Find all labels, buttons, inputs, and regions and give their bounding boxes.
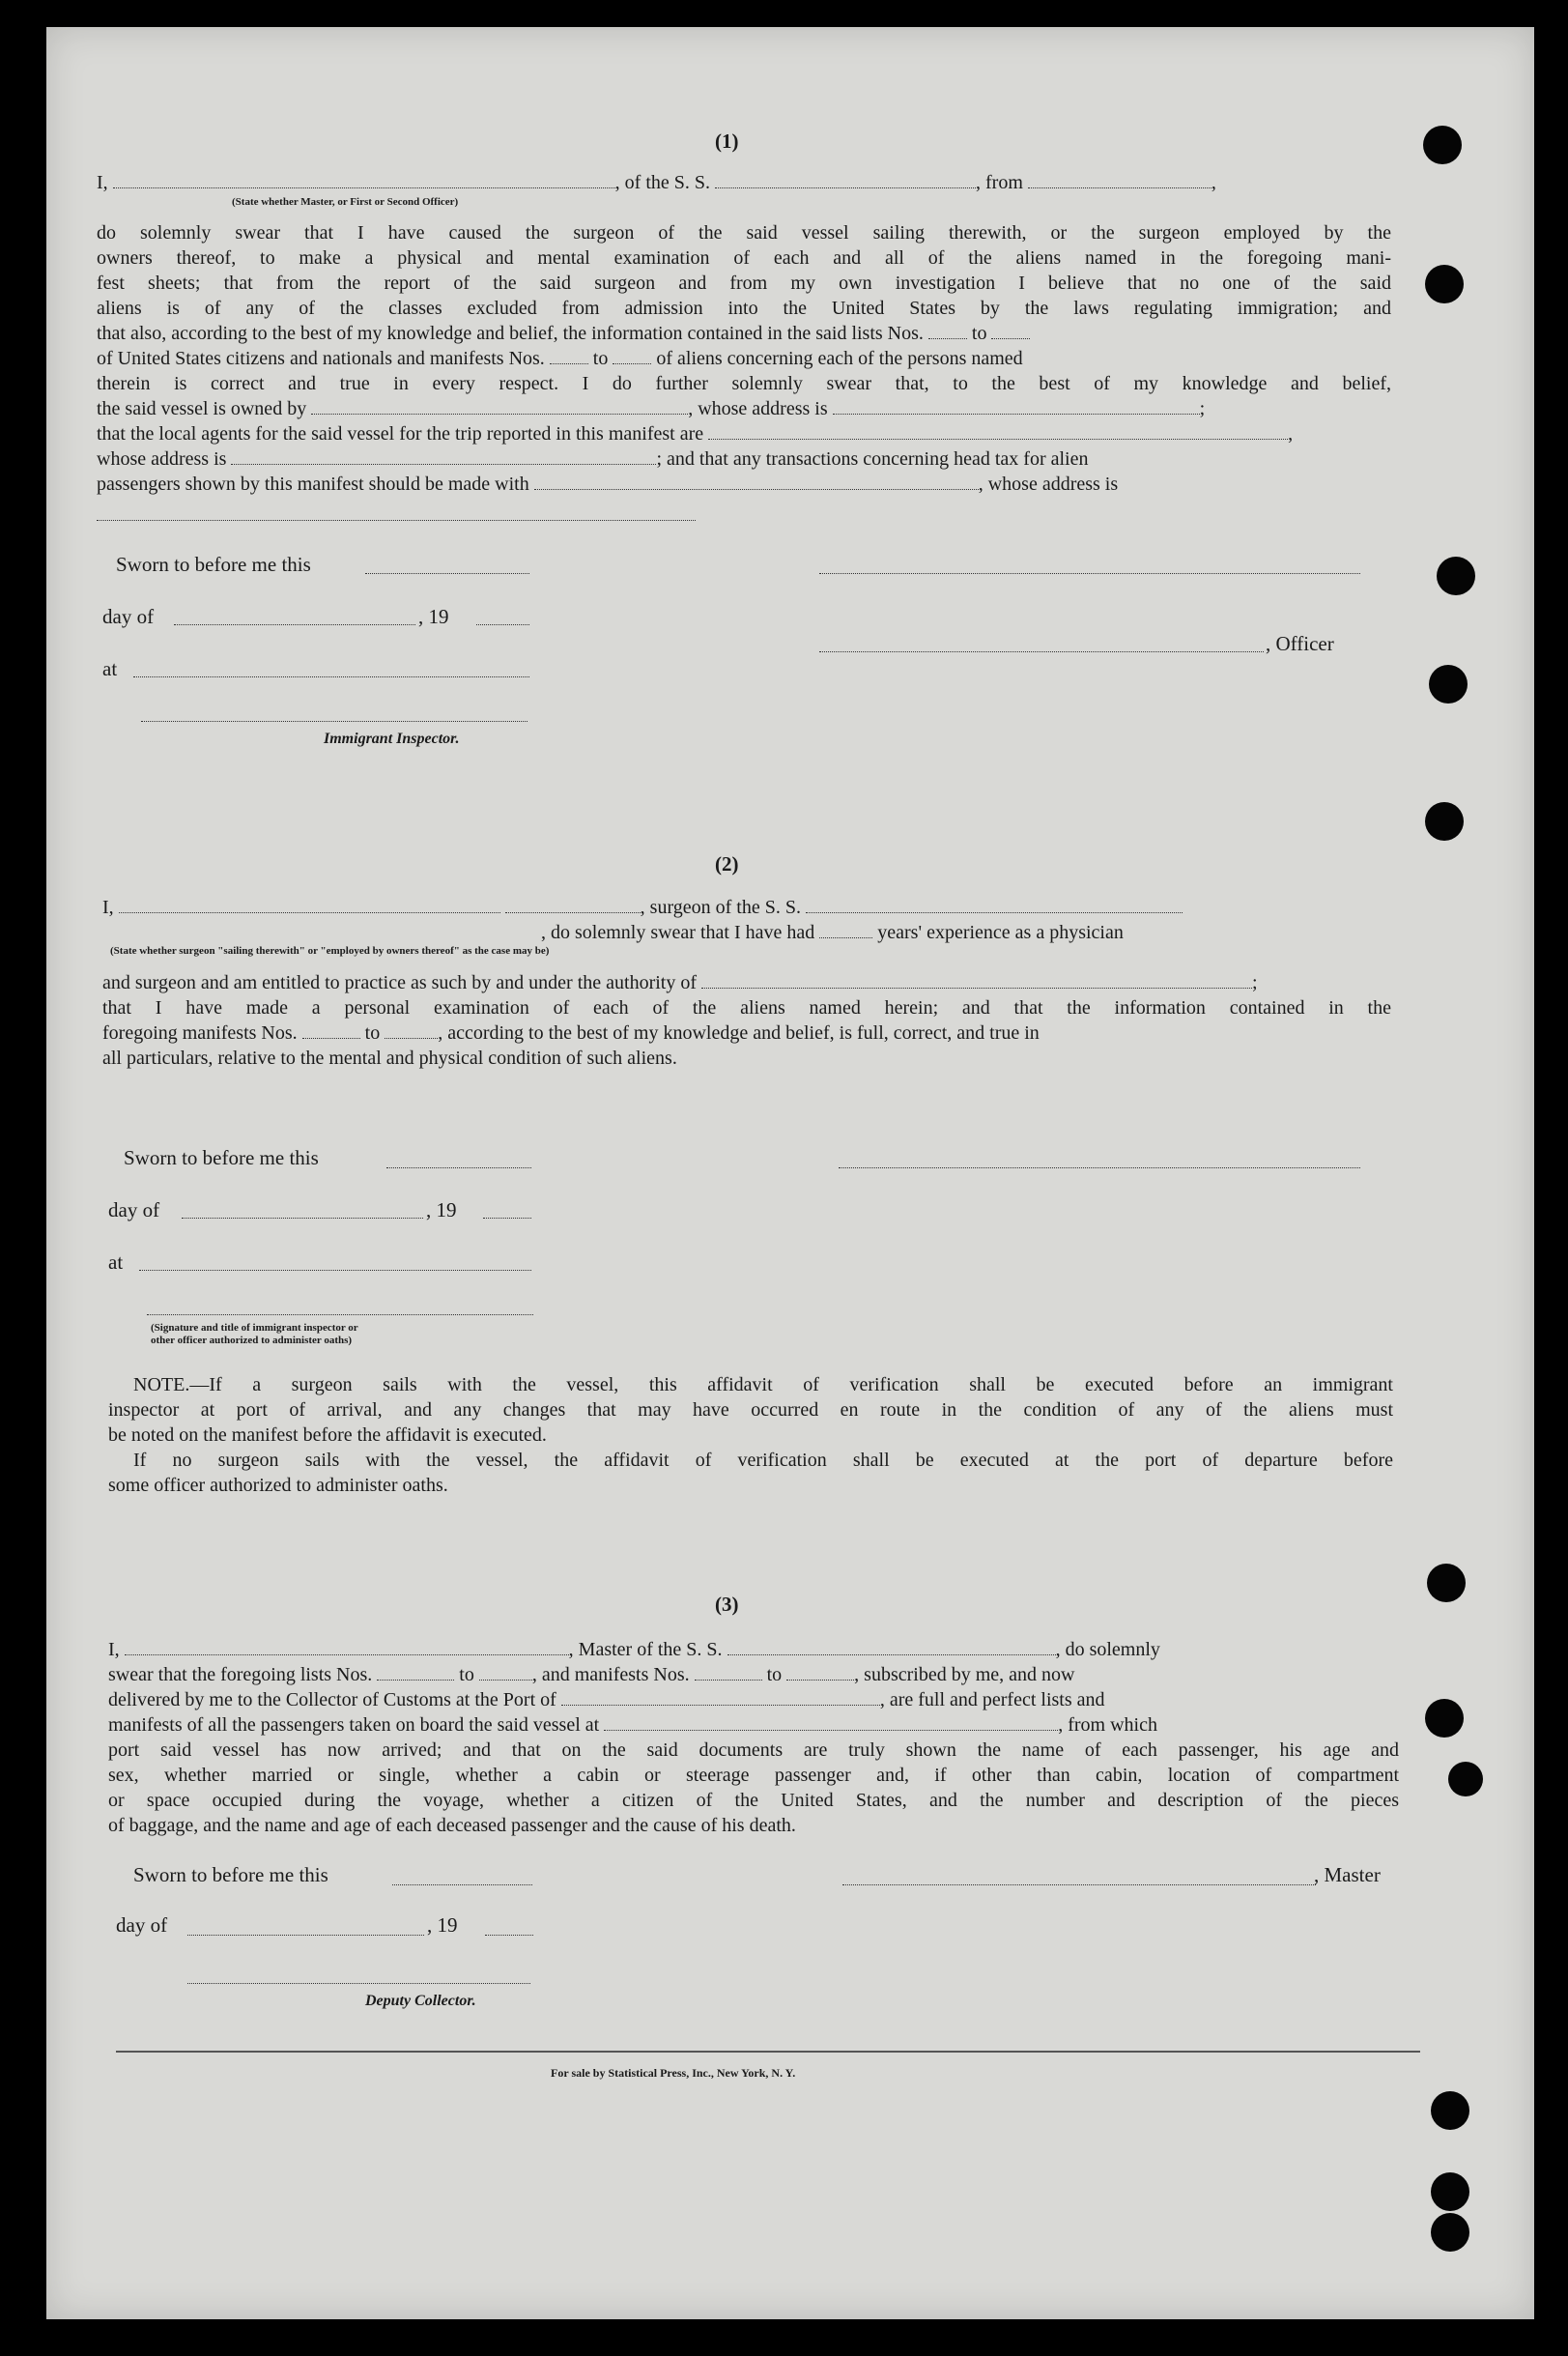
s3-lists-to-field[interactable] <box>479 1662 532 1681</box>
text: , <box>1288 423 1294 445</box>
at-label-2: at <box>108 1250 124 1274</box>
text: to <box>364 1022 381 1044</box>
immigrant-inspector-caption: Immigrant Inspector. <box>324 731 460 747</box>
sworn-label-3: Sworn to before me this <box>133 1863 328 1886</box>
section-3-master-line <box>108 1637 1403 1662</box>
s3-line-5: port said vessel has now arrived; and that on the said documents are truly shown the name of each passenger, his age and <box>108 1739 1399 1761</box>
master-signature-field[interactable] <box>842 1884 1316 1885</box>
deputy-collector-caption: Deputy Collector. <box>365 1993 476 2009</box>
text: , whose address is <box>688 398 828 419</box>
year-field-3[interactable] <box>485 1935 533 1936</box>
s3-line-2 <box>108 1662 1403 1687</box>
section-1-heading: (1) <box>715 129 739 153</box>
text: I, <box>97 172 108 193</box>
punch-hole <box>1425 802 1464 841</box>
s3-line-7: or space occupied during the voyage, whether a citizen of the United States, and the number and description of the pieces <box>108 1790 1399 1811</box>
s1-line-4: aliens is of any of the classes excluded from admission into the United States by the laws regulating immigration; and <box>97 298 1391 319</box>
note-line-2: inspector at port of arrival, and any changes that may have occurred en route in the condition of any of the aliens must <box>108 1399 1393 1421</box>
month-field-1[interactable] <box>174 624 415 625</box>
punch-hole <box>1431 2213 1469 2252</box>
text: , subscribed by me, and now <box>854 1664 1075 1685</box>
text: to <box>592 348 609 369</box>
section-2-surgeon-line <box>102 895 1397 920</box>
place-field-2[interactable] <box>139 1270 531 1271</box>
punch-hole <box>1431 2091 1469 2130</box>
s1-line-10 <box>97 446 1391 472</box>
note-line-5: some officer authorized to administer oaths. <box>108 1475 448 1496</box>
text: to <box>766 1664 783 1685</box>
s1-line-9 <box>97 421 1391 446</box>
text: , <box>1211 172 1216 193</box>
text: to <box>459 1664 474 1685</box>
head-tax-address-field[interactable] <box>97 520 696 521</box>
text: , Master of the S. S. <box>568 1639 723 1660</box>
text: foregoing manifests Nos. <box>102 1022 298 1044</box>
text: , do solemnly <box>1055 1639 1160 1660</box>
text: I, <box>102 897 114 918</box>
s3-line-8: of baggage, and the name and age of each deceased passenger and the cause of his death. <box>108 1815 796 1836</box>
years-experience-field[interactable] <box>819 920 872 938</box>
embark-port-field[interactable] <box>604 1712 1058 1731</box>
text: and surgeon and am entitled to practice as such by and under the authority of <box>102 972 697 993</box>
officer-name-field[interactable] <box>113 170 615 188</box>
surgeon-name-field-cont[interactable] <box>505 895 641 913</box>
year-label-1: , 19 <box>418 605 449 628</box>
section-2-heading: (2) <box>715 852 739 876</box>
punch-hole <box>1431 2172 1469 2211</box>
s2-manifests-to-field[interactable] <box>385 1020 438 1039</box>
agents-field[interactable] <box>708 421 1288 440</box>
punch-hole <box>1425 1699 1464 1738</box>
day-of-label-3: day of <box>116 1913 168 1937</box>
departure-port-field[interactable] <box>1028 170 1212 188</box>
agents-address-field[interactable] <box>231 446 656 465</box>
month-field-2[interactable] <box>182 1218 423 1219</box>
text: , whose address is <box>978 474 1119 495</box>
surgeon-signature-field[interactable] <box>839 1167 1360 1168</box>
s2-line-4: that I have made a personal examination of each of the aliens named herein; and that the information contained in the <box>102 997 1391 1019</box>
s1-line-11 <box>97 472 1391 497</box>
text: passengers shown by this manifest should be made with <box>97 474 529 495</box>
text: that also, according to the best of my knowledge and belief, the information contained in the said lists Nos. <box>97 323 924 344</box>
punch-hole <box>1448 1762 1483 1796</box>
text: delivered by me to the Collector of Customs at the Port of <box>108 1689 556 1710</box>
deputy-collector-signature-field[interactable] <box>187 1983 530 1984</box>
day-of-label-1: day of <box>102 605 155 628</box>
text: , from <box>976 172 1023 193</box>
manifest-sheet <box>46 27 1534 2319</box>
officer-title-field[interactable] <box>819 651 1264 652</box>
s1-line-3: fest sheets; that from the report of the said surgeon and from my own investigation I believe that no one of the said <box>97 273 1391 294</box>
year-label-3: , 19 <box>427 1913 458 1937</box>
lists-from-field[interactable] <box>928 321 967 339</box>
sworn-label-1: Sworn to before me this <box>116 553 311 576</box>
text: ; and that any transactions concerning head tax for alien <box>656 448 1089 470</box>
text: whose address is <box>97 448 227 470</box>
place-field-1[interactable] <box>133 676 529 677</box>
text: ; <box>1252 972 1258 993</box>
text: of United States citizens and nationals and manifests Nos. <box>97 348 545 369</box>
s3-manifests-to-field[interactable] <box>786 1662 854 1681</box>
month-field-3[interactable] <box>187 1935 424 1936</box>
surgeon-vessel-field[interactable] <box>806 895 1183 913</box>
owner-field[interactable] <box>311 396 688 415</box>
text: , surgeon of the S. S. <box>640 897 801 918</box>
surgeon-name-field[interactable] <box>119 895 500 913</box>
officer-rank-note: (State whether Master, or First or Second Officer) <box>232 196 459 208</box>
head-tax-contact-field[interactable] <box>534 472 979 490</box>
section-3-heading: (3) <box>715 1593 739 1616</box>
note-line-4: If no surgeon sails with the vessel, the affidavit of verification shall be executed at the port of departure before <box>133 1450 1393 1471</box>
text: manifests of all the passengers taken on board the said vessel at <box>108 1714 600 1736</box>
s2-line-3 <box>102 970 1397 995</box>
signature-note-2: other officer authorized to administer oaths) <box>151 1335 353 1346</box>
punch-hole <box>1427 1564 1466 1602</box>
s3-line-6: sex, whether married or single, whether a cabin or steerage passenger and, if other than cabin, location of compartment <box>108 1765 1399 1786</box>
footer-rule <box>116 2051 1420 2053</box>
inspector-signature-field[interactable] <box>141 721 527 722</box>
year-field-2[interactable] <box>483 1218 531 1219</box>
s3-line-4 <box>108 1712 1403 1738</box>
section-1-officer-line <box>97 170 1391 195</box>
lists-to-field[interactable] <box>991 321 1030 339</box>
punch-hole <box>1423 126 1462 164</box>
s3-manifests-from-field[interactable] <box>695 1662 762 1681</box>
s1-line-1: do solemnly swear that I have caused the surgeon of the said vessel sailing therewith, or the surgeon employed by the <box>97 222 1391 244</box>
text: swear that the foregoing lists Nos. <box>108 1664 373 1685</box>
s2-inspector-signature-field[interactable] <box>147 1314 533 1315</box>
note-line-3: be noted on the manifest before the affidavit is executed. <box>108 1424 547 1446</box>
printer-imprint: For sale by Statistical Press, Inc., New York, N. Y. <box>551 2066 796 2080</box>
punch-hole <box>1425 265 1464 303</box>
text: of aliens concerning each of the persons named <box>656 348 1023 369</box>
text: , and manifests Nos. <box>531 1664 690 1685</box>
vessel-name-field[interactable] <box>715 170 976 188</box>
surgeon-type-note: (State whether surgeon "sailing therewith" or "employed by owners thereof" as the case may be) <box>110 945 550 957</box>
signature-note-1: (Signature and title of immigrant inspector or <box>151 1322 358 1334</box>
s2-line-5 <box>102 1020 1397 1046</box>
day-of-label-2: day of <box>108 1198 160 1221</box>
sworn-date-field-3[interactable] <box>392 1884 532 1885</box>
sworn-label-2: Sworn to before me this <box>124 1146 319 1169</box>
text: , are full and perfect lists and <box>879 1689 1105 1710</box>
master-name-field[interactable] <box>125 1637 569 1655</box>
text: , according to the best of my knowledge and belief, is full, correct, and true in <box>438 1022 1040 1044</box>
s1-line-7: therein is correct and true in every respect. I do further solemnly swear that, to the best of my knowledge and belief, <box>97 373 1391 394</box>
officer-label: , Officer <box>1266 632 1334 655</box>
year-field-1[interactable] <box>476 624 529 625</box>
s1-line-8 <box>97 396 1391 421</box>
officer-signature-field[interactable] <box>819 573 1360 574</box>
text: I, <box>108 1639 120 1660</box>
s1-line-5 <box>97 321 1391 346</box>
s2-line-6: all particulars, relative to the mental and physical condition of such aliens. <box>102 1048 677 1069</box>
s3-lists-from-field[interactable] <box>377 1662 454 1681</box>
text: that the local agents for the said vessel for the trip reported in this manifest are <box>97 423 704 445</box>
text: the said vessel is owned by <box>97 398 307 419</box>
master-vessel-field[interactable] <box>727 1637 1056 1655</box>
master-label: , Master <box>1314 1863 1381 1886</box>
manifests-from-field[interactable] <box>550 346 588 364</box>
punch-hole <box>1429 665 1468 704</box>
punch-hole <box>1437 557 1475 595</box>
manifests-to-field[interactable] <box>613 346 651 364</box>
s3-line-3 <box>108 1687 1403 1712</box>
authority-field[interactable] <box>701 970 1252 989</box>
text: , of the S. S. <box>614 172 711 193</box>
text: to <box>971 323 987 344</box>
s1-line-6 <box>97 346 1391 371</box>
s2-manifests-from-field[interactable] <box>302 1020 360 1039</box>
sworn-date-field-2[interactable] <box>386 1167 531 1168</box>
at-label-1: at <box>102 657 118 680</box>
year-label-2: , 19 <box>426 1198 457 1221</box>
text: ; <box>1199 398 1206 419</box>
s1-line-2: owners thereof, to make a physical and mental examination of each and all of the aliens named in the foregoing mani- <box>97 247 1391 269</box>
owner-address-field[interactable] <box>833 396 1200 415</box>
section-2-experience-line: , do solemnly swear that I have had years' experience as a physician <box>541 922 1124 943</box>
port-of-field[interactable] <box>561 1687 880 1706</box>
sworn-date-field-1[interactable] <box>365 573 529 574</box>
text: years' experience as a physician <box>877 922 1124 943</box>
note-line-1: NOTE.—If a surgeon sails with the vessel, this affidavit of verification shall be executed before an immigrant <box>133 1374 1393 1395</box>
text: , from which <box>1058 1714 1157 1736</box>
